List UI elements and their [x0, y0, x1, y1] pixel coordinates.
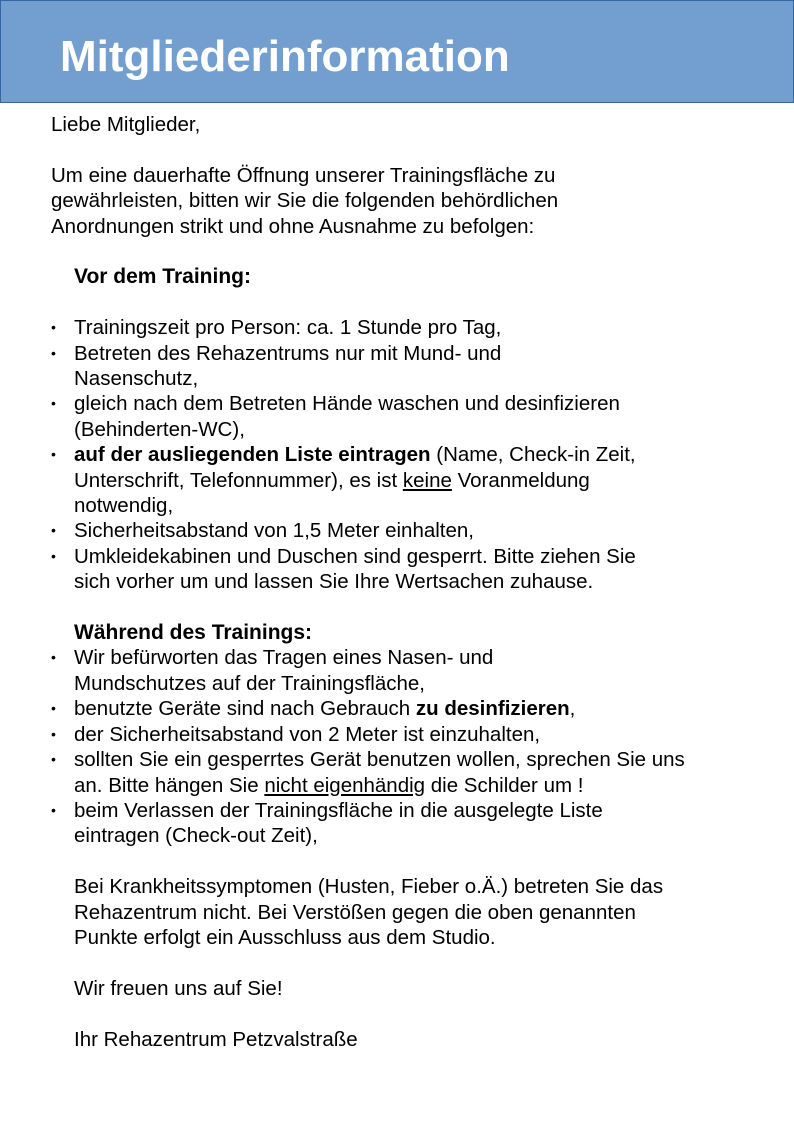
bullet-icon: • — [51, 547, 56, 564]
bullet-icon: • — [51, 522, 56, 539]
header-banner — [0, 0, 794, 103]
list-item — [51, 391, 686, 442]
list-item — [51, 747, 686, 798]
list-item-underline: keine — [402, 468, 452, 492]
closing-line: Wir freuen uns auf Sie! — [74, 976, 283, 1000]
list-item-text: Wir befürworten das Tragen eines Nasen- und Mundschutzes auf der Trainingsfläche, — [74, 646, 494, 695]
bullet-icon: • — [51, 700, 56, 717]
list-item-text: (Name, Check-in Zeit, Unterschrift, Telefonnummer), es ist — [74, 443, 636, 492]
spacer — [51, 239, 751, 264]
spacer — [51, 849, 751, 874]
list-item — [51, 544, 686, 595]
list-item-text: Sicherheitsabstand von 1,5 Meter einhalten, — [74, 519, 475, 543]
spacer — [51, 950, 751, 975]
list-item — [51, 645, 686, 696]
bullet-icon: • — [51, 319, 56, 336]
list-item-text: Umkleidekabinen und Duschen sind gesperrt. Bitte ziehen Sie sich vorher um und lassen Sie Ihre Wertsachen zuhause. — [74, 544, 636, 594]
spacer — [51, 595, 751, 620]
spacer — [51, 1001, 751, 1026]
before-training-list — [51, 315, 751, 594]
greeting: Liebe Mitglieder, — [51, 113, 201, 136]
list-item-text: beim Verlassen der Trainingsfläche in die ausgelegte Liste eintragen (Check-out Zeit), — [74, 798, 603, 848]
page-title: Mitgliederinformation — [60, 32, 510, 81]
bullet-icon: • — [51, 446, 56, 463]
list-item-text: Voranmeldung notwendig, — [74, 468, 590, 518]
bullet-icon: • — [51, 801, 56, 818]
list-item-emphasis: zu desinfizieren — [415, 697, 570, 721]
warning-paragraph: Bei Krankheitssymptomen (Husten, Fieber o.Ä.) betreten Sie das Rehazentrum nicht. Bei Verstößen gegen die oben genannten Punkte erfolgt ein Ausschluss aus dem Studio. — [74, 875, 664, 949]
list-item — [51, 315, 686, 340]
list-item-text: gleich nach dem Betreten Hände waschen und desinfizieren (Behinderten-WC), — [74, 392, 620, 441]
list-item — [51, 722, 686, 747]
list-item-text: , — [569, 697, 576, 721]
list-item-text: die Schilder um ! — [425, 773, 584, 797]
list-item — [51, 696, 686, 721]
list-item — [51, 798, 686, 849]
intro-paragraph: Um eine dauerhafte Öffnung unserer Trainingsfläche zu gewährleisten, bitten wir Sie die folgenden behördlichen Anordnungen strikt und ohne Ausnahme zu befolgen: — [51, 163, 559, 238]
list-item-text: sollten Sie ein gesperrtes Gerät benutzen wollen, sprechen Sie uns an. Bitte hängen Sie — [74, 748, 685, 797]
list-item-text: benutzte Geräte sind nach Gebrauch — [74, 697, 416, 721]
spacer — [51, 290, 751, 315]
bullet-icon: • — [51, 649, 56, 666]
list-item — [51, 518, 686, 543]
list-item-underline: nicht eigenhändig — [264, 773, 426, 797]
list-item — [51, 341, 686, 392]
signature: Ihr Rehazentrum Petzvalstraße — [74, 1027, 358, 1051]
spacer — [51, 137, 751, 162]
list-item-text: der Sicherheitsabstand von 2 Meter ist einzuhalten, — [74, 722, 541, 746]
bullet-icon: • — [51, 725, 56, 742]
section-heading-before-training: Vor dem Training: — [74, 265, 251, 289]
list-item-text: Trainingszeit pro Person: ca. 1 Stunde pro Tag, — [74, 316, 502, 340]
section-heading-during-training: Während des Trainings: — [74, 621, 313, 645]
list-item-emphasis: auf der ausliegenden Liste eintragen — [74, 443, 431, 467]
bullet-icon: • — [51, 751, 56, 768]
list-item-text: Betreten des Rehazentrums nur mit Mund- und Nasenschutz, — [74, 341, 502, 391]
bullet-icon: • — [51, 344, 56, 361]
list-item — [51, 442, 686, 518]
bullet-icon: • — [51, 395, 56, 412]
during-training-list — [51, 645, 751, 848]
letter-body — [51, 112, 751, 1052]
